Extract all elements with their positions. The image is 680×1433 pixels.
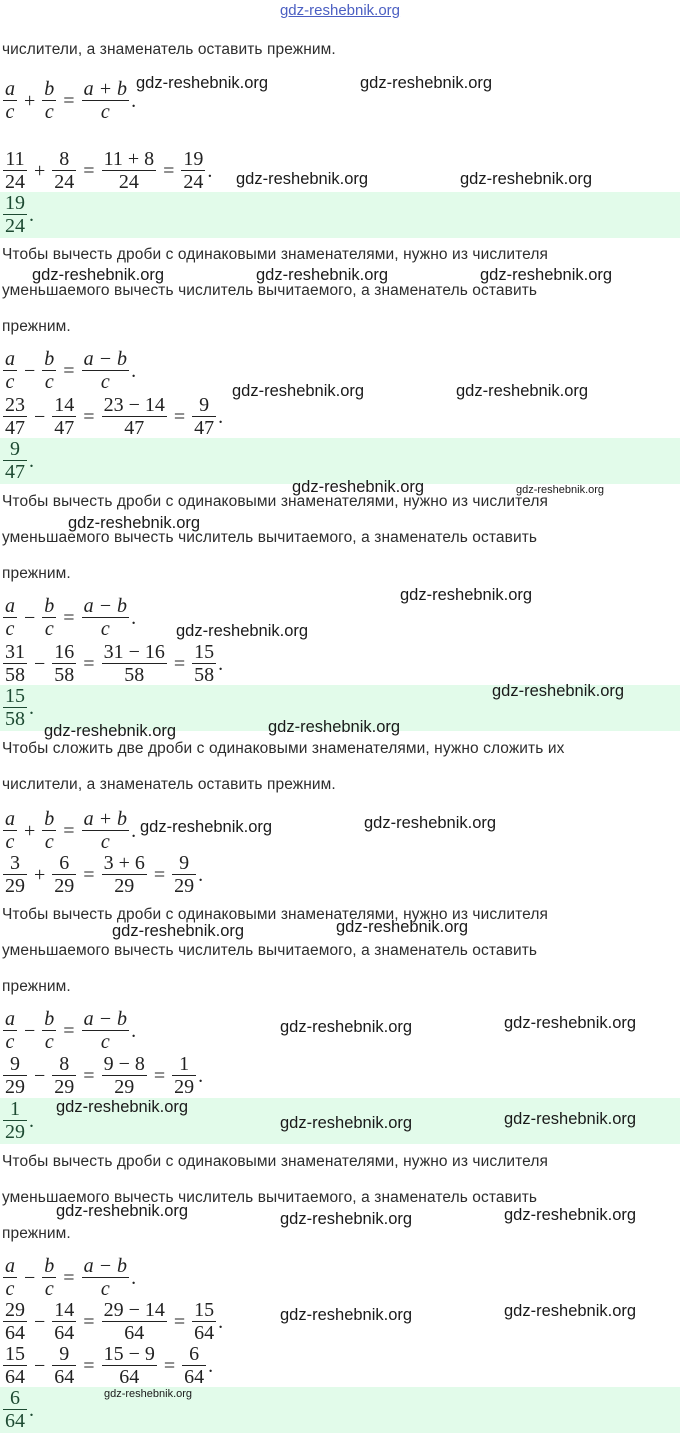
rule-text-line: Чтобы вычесть дроби с одинаковыми знаменателями, нужно из числителя	[2, 246, 548, 263]
fraction: $\frac{1}{29}$	[174, 1053, 195, 1098]
fraction: $\frac{6}{64}$	[184, 1343, 205, 1388]
example-equation: 9 29 − $\frac{8}{29}$ = $\frac{9 - 8}{29}$ = $\frac{1}{29}$ .	[2, 1053, 203, 1099]
fraction: $\frac{9}{64}$	[54, 1343, 75, 1388]
fraction: $\frac{b}{c}$	[44, 1255, 55, 1300]
fraction: $\frac{8}{24}$	[54, 148, 75, 193]
watermark: gdz-reshebnik.org	[236, 170, 369, 188]
example-equation: 15 64 − $\frac{9}{64}$ = $\frac{15 - 9}{64}$ = $\frac{6}{64}$ .	[2, 1343, 213, 1389]
rule-text-line: числители, а знаменатель оставить прежним.	[2, 41, 336, 58]
rule-text-line: Чтобы вычесть дроби с одинаковыми знаменателями, нужно из числителя	[2, 493, 548, 510]
fraction: $\frac{31 - 16}{58}$	[103, 641, 165, 686]
fraction: 15 58	[5, 685, 25, 730]
example-equation: 11 24 + $\frac{8}{24}$ = $\frac{11 + 8}{24}$ = $\frac{19}{24}$ .	[2, 148, 212, 194]
fraction: $\frac{9}{47}$	[194, 394, 215, 439]
fraction: $\frac{b}{c}$	[44, 1008, 55, 1053]
fraction: $\frac{a - b}{c}$	[83, 595, 128, 640]
answer-fraction: 19 24 .	[2, 192, 34, 238]
fraction: $\frac{3 + 6}{29}$	[103, 852, 145, 897]
fraction: 6 64	[5, 1387, 25, 1432]
rule-formula-subtract: a c − $\frac{b}{c}$ = $\frac{a - b}{c}$ .	[2, 1255, 136, 1301]
rule-text-line: прежним.	[2, 565, 71, 582]
fraction: $\frac{11 + 8}{24}$	[103, 148, 155, 193]
watermark: gdz-reshebnik.org	[516, 484, 605, 496]
watermark: gdz-reshebnik.org	[460, 170, 593, 188]
rule-text-line: прежним.	[2, 1225, 71, 1242]
rule-text-line: Чтобы вычесть дроби с одинаковыми знаменателями, нужно из числителя	[2, 906, 548, 923]
watermark: gdz-reshebnik.org	[504, 1206, 637, 1224]
watermark: gdz-reshebnik.org	[504, 1014, 637, 1032]
fraction: 19 24	[5, 192, 25, 237]
watermark: gdz-reshebnik.org	[268, 718, 401, 736]
rule-text-line: числители, а знаменатель оставить прежним.	[2, 776, 336, 793]
fraction: $\frac{b}{c}$	[44, 595, 55, 640]
watermark: gdz-reshebnik.org	[112, 922, 245, 940]
fraction: $\frac{16}{58}$	[54, 641, 75, 686]
fraction: $\frac{14}{47}$	[54, 394, 75, 439]
fraction: a c	[5, 78, 15, 123]
fraction: 9 47	[5, 438, 25, 483]
fraction: $\frac{9}{29}$	[174, 852, 195, 897]
watermark: gdz-reshebnik.org	[44, 722, 177, 740]
watermark: gdz-reshebnik.org	[56, 1202, 189, 1220]
example-equation: 3 29 + $\frac{6}{29}$ = $\frac{3 + 6}{29}$ = $\frac{9}{29}$ .	[2, 852, 203, 898]
answer-fraction: 9 47 .	[2, 438, 34, 484]
fraction: $\frac{8}{29}$	[54, 1053, 75, 1098]
fraction: $\frac{b}{c}$	[44, 808, 55, 853]
watermark: gdz-reshebnik.org	[504, 1110, 637, 1128]
fraction: a c	[5, 1255, 15, 1300]
fraction: 1 29	[5, 1098, 25, 1143]
answer-fraction: 1 29 .	[2, 1098, 34, 1144]
example-equation: 31 58 − $\frac{16}{58}$ = $\frac{31 - 16}{58}$ = $\frac{15}{58}$ .	[2, 641, 223, 687]
fraction: 9 29	[5, 1053, 25, 1098]
rule-text-line: уменьшаемого вычесть числитель вычитаемого, а знаменатель оставить	[2, 529, 538, 546]
watermark: gdz-reshebnik.org	[400, 586, 533, 604]
watermark: gdz-reshebnik.org	[456, 382, 589, 400]
fraction: $\frac{23 - 14}{47}$	[103, 394, 165, 439]
rule-formula-subtract: a c − $\frac{b}{c}$ = $\frac{a - b}{c}$ .	[2, 1008, 136, 1054]
rule-text-line: уменьшаемого вычесть числитель вычитаемого, а знаменатель оставить	[2, 942, 538, 959]
watermark: gdz-reshebnik.org	[280, 1114, 413, 1132]
fraction: $\frac{b}{c}$	[44, 348, 55, 393]
watermark: gdz-reshebnik.org	[280, 1306, 413, 1324]
watermark: gdz-reshebnik.org	[280, 1210, 413, 1228]
watermark: gdz-reshebnik.org	[104, 1388, 193, 1400]
fraction: 29 64	[5, 1299, 25, 1344]
watermark: gdz-reshebnik.org	[364, 814, 497, 832]
watermark: gdz-reshebnik.org	[504, 1302, 637, 1320]
rule-formula-subtract: a c − $\frac{b}{c}$ = $\frac{a - b}{c}$ .	[2, 595, 136, 641]
watermark: gdz-reshebnik.org	[480, 266, 613, 284]
fraction: $\frac{6}{29}$	[54, 852, 75, 897]
fraction: 23 47	[5, 394, 25, 439]
fraction: $\frac{b}{c}$	[44, 78, 55, 123]
fraction: $\frac{15}{64}$	[194, 1299, 215, 1344]
fraction: $\frac{15 - 9}{64}$	[103, 1343, 155, 1388]
fraction: 3 29	[5, 852, 25, 897]
fraction: a c	[5, 1008, 15, 1053]
fraction: $\frac{14}{64}$	[54, 1299, 75, 1344]
watermark: gdz-reshebnik.org	[360, 74, 493, 92]
watermark: gdz-reshebnik.org	[176, 622, 309, 640]
fraction: $\frac{29 - 14}{64}$	[103, 1299, 165, 1344]
watermark: gdz-reshebnik.org	[492, 682, 625, 700]
watermark: gdz-reshebnik.org	[256, 266, 389, 284]
answer-fraction: 15 58 .	[2, 685, 34, 731]
rule-text-line: прежним.	[2, 978, 71, 995]
fraction: $\frac{15}{58}$	[194, 641, 215, 686]
watermark: gdz-reshebnik.org	[280, 1018, 413, 1036]
answer-band	[0, 192, 680, 238]
rule-text-line: Чтобы сложить две дроби с одинаковыми знаменателями, нужно сложить их	[2, 740, 565, 757]
fraction: 31 58	[5, 641, 25, 686]
rule-formula-add: a c + $\frac{b}{c}$ = $\frac{a + b}{c}$ .	[2, 808, 136, 854]
rule-text-line: уменьшаемого вычесть числитель вычитаемого, а знаменатель оставить	[2, 1189, 538, 1206]
fraction: a c	[5, 595, 15, 640]
example-equation: 23 47 − $\frac{14}{47}$ = $\frac{23 - 14}{47}$ = $\frac{9}{47}$ .	[2, 394, 223, 440]
answer-band	[0, 1387, 680, 1433]
rule-formula-add: a c + $\frac{b}{c}$ = $\frac{a + b}{c}$ .	[2, 78, 136, 124]
fraction: $\frac{a - b}{c}$	[83, 1008, 128, 1053]
rule-text-line: уменьшаемого вычесть числитель вычитаемого, а знаменатель оставить	[2, 282, 538, 299]
example-equation: 29 64 − $\frac{14}{64}$ = $\frac{29 - 14}{64}$ = $\frac{15}{64}$ .	[2, 1299, 223, 1345]
fraction: $\frac{a - b}{c}$	[83, 1255, 128, 1300]
fraction: a c	[5, 808, 15, 853]
watermark: gdz-reshebnik.org	[140, 818, 273, 836]
fraction: 11 24	[5, 148, 25, 193]
rule-text-line: прежним.	[2, 318, 71, 335]
fraction: $\frac{a + b}{c}$	[83, 78, 128, 123]
watermark: gdz-reshebnik.org	[292, 478, 425, 496]
fraction: $\frac{19}{24}$	[183, 148, 204, 193]
rule-text-line: Чтобы вычесть дроби с одинаковыми знаменателями, нужно из числителя	[2, 1153, 548, 1170]
fraction: $\frac{a - b}{c}$	[83, 348, 128, 393]
watermark: gdz-reshebnik.org	[336, 918, 469, 936]
fraction: a c	[5, 348, 15, 393]
fraction: $\frac{9 - 8}{29}$	[103, 1053, 145, 1098]
watermark: gdz-reshebnik.org	[232, 382, 365, 400]
watermark: gdz-reshebnik.org	[32, 266, 165, 284]
site-header-link[interactable]: gdz-reshebnik.org	[279, 2, 401, 19]
watermark: gdz-reshebnik.org	[68, 514, 201, 532]
fraction: 15 64	[5, 1343, 25, 1388]
fraction: $\frac{a + b}{c}$	[83, 808, 128, 853]
rule-formula-subtract: a c − $\frac{b}{c}$ = $\frac{a - b}{c}$ .	[2, 348, 136, 394]
answer-fraction: 6 64 .	[2, 1387, 34, 1433]
watermark: gdz-reshebnik.org	[56, 1098, 189, 1116]
watermark: gdz-reshebnik.org	[136, 74, 269, 92]
